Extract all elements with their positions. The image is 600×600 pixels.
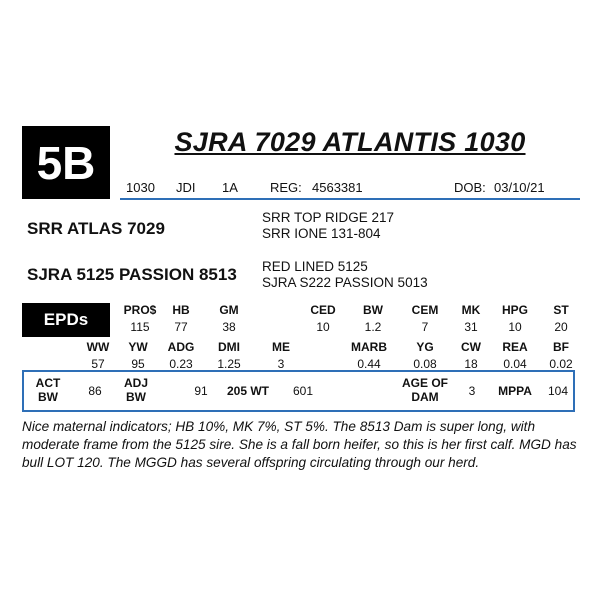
sire-dam: SRR IONE 131-804 bbox=[262, 226, 381, 241]
act-bw-value: 86 bbox=[88, 384, 102, 398]
adj-bw-label-line2: BW bbox=[126, 390, 146, 404]
adj-bw-label bbox=[116, 376, 156, 404]
dam-sire: RED LINED 5125 bbox=[262, 259, 368, 274]
epd-label-bw: BW bbox=[363, 303, 383, 317]
wt205-label: 205 WT bbox=[226, 384, 269, 398]
epd-value-ced: 10 bbox=[316, 320, 330, 334]
mppa-value: 104 bbox=[547, 384, 569, 398]
epd-value-cem: 7 bbox=[421, 320, 429, 334]
epd-value-hb: 77 bbox=[174, 320, 188, 334]
dob-value: 03/10/21 bbox=[494, 180, 545, 195]
epd-value-pro: 115 bbox=[130, 320, 150, 334]
age-of-dam-label bbox=[396, 376, 454, 404]
epd-label-rea: REA bbox=[502, 340, 528, 354]
epd-label-bf: BF bbox=[553, 340, 569, 354]
age-of-dam-value: 3 bbox=[468, 384, 476, 398]
act-bw-label bbox=[30, 376, 66, 404]
epd-label-adg: ADG bbox=[167, 340, 195, 354]
epd-value-hpg: 10 bbox=[508, 320, 522, 334]
epd-label-cw: CW bbox=[461, 340, 481, 354]
owner-code: JDI bbox=[176, 180, 196, 195]
epd-value-st: 20 bbox=[554, 320, 568, 334]
epd-label-gm: GM bbox=[219, 303, 239, 317]
epd-label-cem: CEM bbox=[411, 303, 439, 317]
epd-value-ww: 57 bbox=[91, 357, 105, 371]
sire-name: SRR ATLAS 7029 bbox=[27, 219, 165, 238]
lot-notes: Nice maternal indicators; HB 10%, MK 7%, ST 5%. The 8513 Dam is super long, with moderate frame from the 5125 sire. She is a fall born heifer, so this is her first calf. MGD has bull LOT 120. The MGGD has several offspring circulating through our herd. bbox=[22, 419, 577, 470]
reg-label: REG: bbox=[270, 180, 302, 195]
epd-value-gm: 38 bbox=[222, 320, 236, 334]
epd-label-hb: HB bbox=[172, 303, 190, 317]
act-bw-label-line2: BW bbox=[38, 390, 58, 404]
epd-value-rea: 0.04 bbox=[503, 357, 527, 371]
epd-label-hpg: HPG bbox=[501, 303, 528, 317]
dam-name: SJRA 5125 PASSION 8513 bbox=[27, 265, 237, 284]
epd-label-yg: YG bbox=[416, 340, 434, 354]
epd-value-adg: 0.23 bbox=[169, 357, 193, 371]
tag-number: 1030 bbox=[126, 180, 155, 195]
wt205-value: 601 bbox=[292, 384, 314, 398]
age-of-dam-label-line2: DAM bbox=[411, 390, 439, 404]
epd-label-ww: WW bbox=[86, 340, 110, 354]
epd-label-marb: MARB bbox=[351, 340, 387, 354]
mppa-label: MPPA bbox=[498, 384, 532, 398]
epd-label-mk: MK bbox=[461, 303, 481, 317]
adj-bw-label-line1: ADJ bbox=[123, 376, 148, 390]
header-divider bbox=[120, 198, 580, 200]
epd-value-cw: 18 bbox=[464, 357, 478, 371]
epd-value-mk: 31 bbox=[464, 320, 478, 334]
epd-label-yw: YW bbox=[128, 340, 148, 354]
epd-label-st: ST bbox=[553, 303, 569, 317]
sire-sire: SRR TOP RIDGE 217 bbox=[262, 210, 395, 225]
class-code: 1A bbox=[222, 180, 238, 195]
epd-label-dmi: DMI bbox=[218, 340, 240, 354]
act-bw-label-line1: ACT bbox=[35, 376, 61, 390]
epd-label-me: ME bbox=[272, 340, 290, 354]
dob-label: DOB: bbox=[454, 180, 486, 195]
lot-number-badge: 5B bbox=[22, 126, 110, 199]
epd-value-yg: 0.08 bbox=[413, 357, 437, 371]
reg-number: 4563381 bbox=[312, 180, 363, 195]
animal-name-title: SJRA 7029 ATLANTIS 1030 bbox=[174, 127, 526, 157]
age-of-dam-label-line1: AGE OF bbox=[401, 376, 448, 390]
epd-value-bw: 1.2 bbox=[364, 320, 382, 334]
epd-value-me: 3 bbox=[277, 357, 285, 371]
epd-value-marb: 0.44 bbox=[357, 357, 381, 371]
epd-label-pro: PRO$ bbox=[123, 303, 157, 317]
epd-value-yw: 95 bbox=[131, 357, 145, 371]
epd-value-dmi: 1.25 bbox=[217, 357, 241, 371]
epd-label-ced: CED bbox=[310, 303, 336, 317]
epd-value-bf: 0.02 bbox=[549, 357, 573, 371]
dam-dam: SJRA S222 PASSION 5013 bbox=[262, 275, 428, 290]
adj-bw-value: 91 bbox=[194, 384, 208, 398]
epd-label-box: EPDs bbox=[22, 303, 110, 337]
